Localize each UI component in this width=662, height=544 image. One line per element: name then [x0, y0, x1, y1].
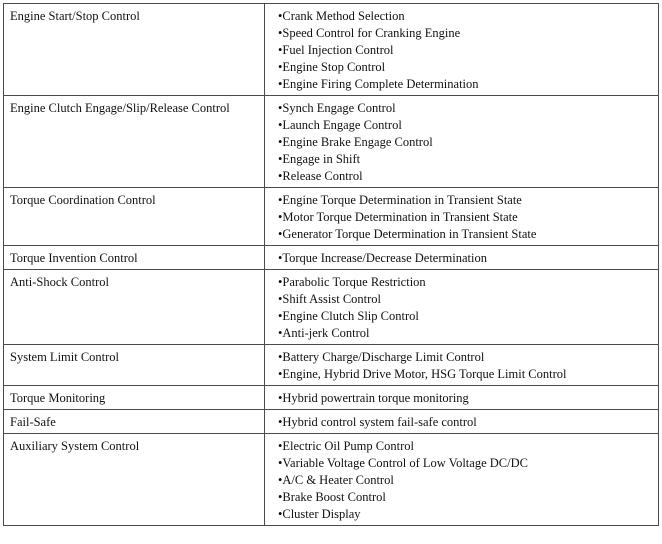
table-row	[4, 246, 659, 270]
function-items	[265, 410, 659, 434]
list-item: •Shift Assist Control	[278, 292, 382, 306]
function-items	[265, 246, 659, 270]
function-name: Auxiliary System Control	[4, 434, 265, 526]
function-name: Torque Monitoring	[4, 386, 265, 410]
list-item: •Crank Method Selection	[278, 9, 405, 23]
function-name: Fail-Safe	[4, 410, 265, 434]
list-item: •Torque Increase/Decrease Determination	[278, 251, 487, 265]
function-table	[3, 3, 659, 526]
list-item: •Engine Brake Engage Control	[278, 135, 433, 149]
function-name: System Limit Control	[4, 345, 265, 386]
function-name: Anti-Shock Control	[4, 270, 265, 345]
list-item: •Fuel Injection Control	[278, 43, 394, 57]
function-name: Engine Start/Stop Control	[4, 4, 265, 96]
function-items	[265, 434, 659, 526]
table-row	[4, 96, 659, 188]
table-row	[4, 345, 659, 386]
list-item: •Hybrid powertrain torque monitoring	[278, 391, 469, 405]
list-item: •Battery Charge/Discharge Limit Control	[278, 350, 485, 364]
table-row	[4, 410, 659, 434]
function-items	[265, 96, 659, 188]
table-body	[4, 4, 659, 526]
function-items	[265, 386, 659, 410]
list-item: •Engine Torque Determination in Transient State	[278, 193, 522, 207]
list-item: •Generator Torque Determination in Transient State	[278, 227, 537, 241]
function-name: Torque Coordination Control	[4, 188, 265, 246]
list-item: •Anti-jerk Control	[278, 326, 370, 340]
list-item: •Engine, Hybrid Drive Motor, HSG Torque Limit Control	[278, 367, 567, 381]
list-item: •Engine Clutch Slip Control	[278, 309, 419, 323]
function-name: Torque Invention Control	[4, 246, 265, 270]
table-row	[4, 386, 659, 410]
list-item: •Cluster Display	[278, 507, 361, 521]
list-item: •Release Control	[278, 169, 363, 183]
list-item: •Electric Oil Pump Control	[278, 439, 414, 453]
list-item: •Synch Engage Control	[278, 101, 396, 115]
list-item: •Parabolic Torque Restriction	[278, 275, 426, 289]
function-name: Engine Clutch Engage/Slip/Release Control	[4, 96, 265, 188]
list-item: •Variable Voltage Control of Low Voltage DC/DC	[278, 456, 528, 470]
list-item: •A/C & Heater Control	[278, 473, 394, 487]
table-row	[4, 434, 659, 526]
function-items	[265, 345, 659, 386]
list-item: •Motor Torque Determination in Transient State	[278, 210, 518, 224]
function-items	[265, 188, 659, 246]
list-item: •Engage in Shift	[278, 152, 361, 166]
list-item: •Speed Control for Cranking Engine	[278, 26, 461, 40]
table-row	[4, 270, 659, 345]
list-item: •Brake Boost Control	[278, 490, 386, 504]
list-item: •Launch Engage Control	[278, 118, 402, 132]
function-items	[265, 270, 659, 345]
list-item: •Hybrid control system fail-safe control	[278, 415, 477, 429]
list-item: •Engine Stop Control	[278, 60, 386, 74]
function-items	[265, 4, 659, 96]
list-item: •Engine Firing Complete Determination	[278, 77, 479, 91]
table-row	[4, 4, 659, 96]
table-row	[4, 188, 659, 246]
